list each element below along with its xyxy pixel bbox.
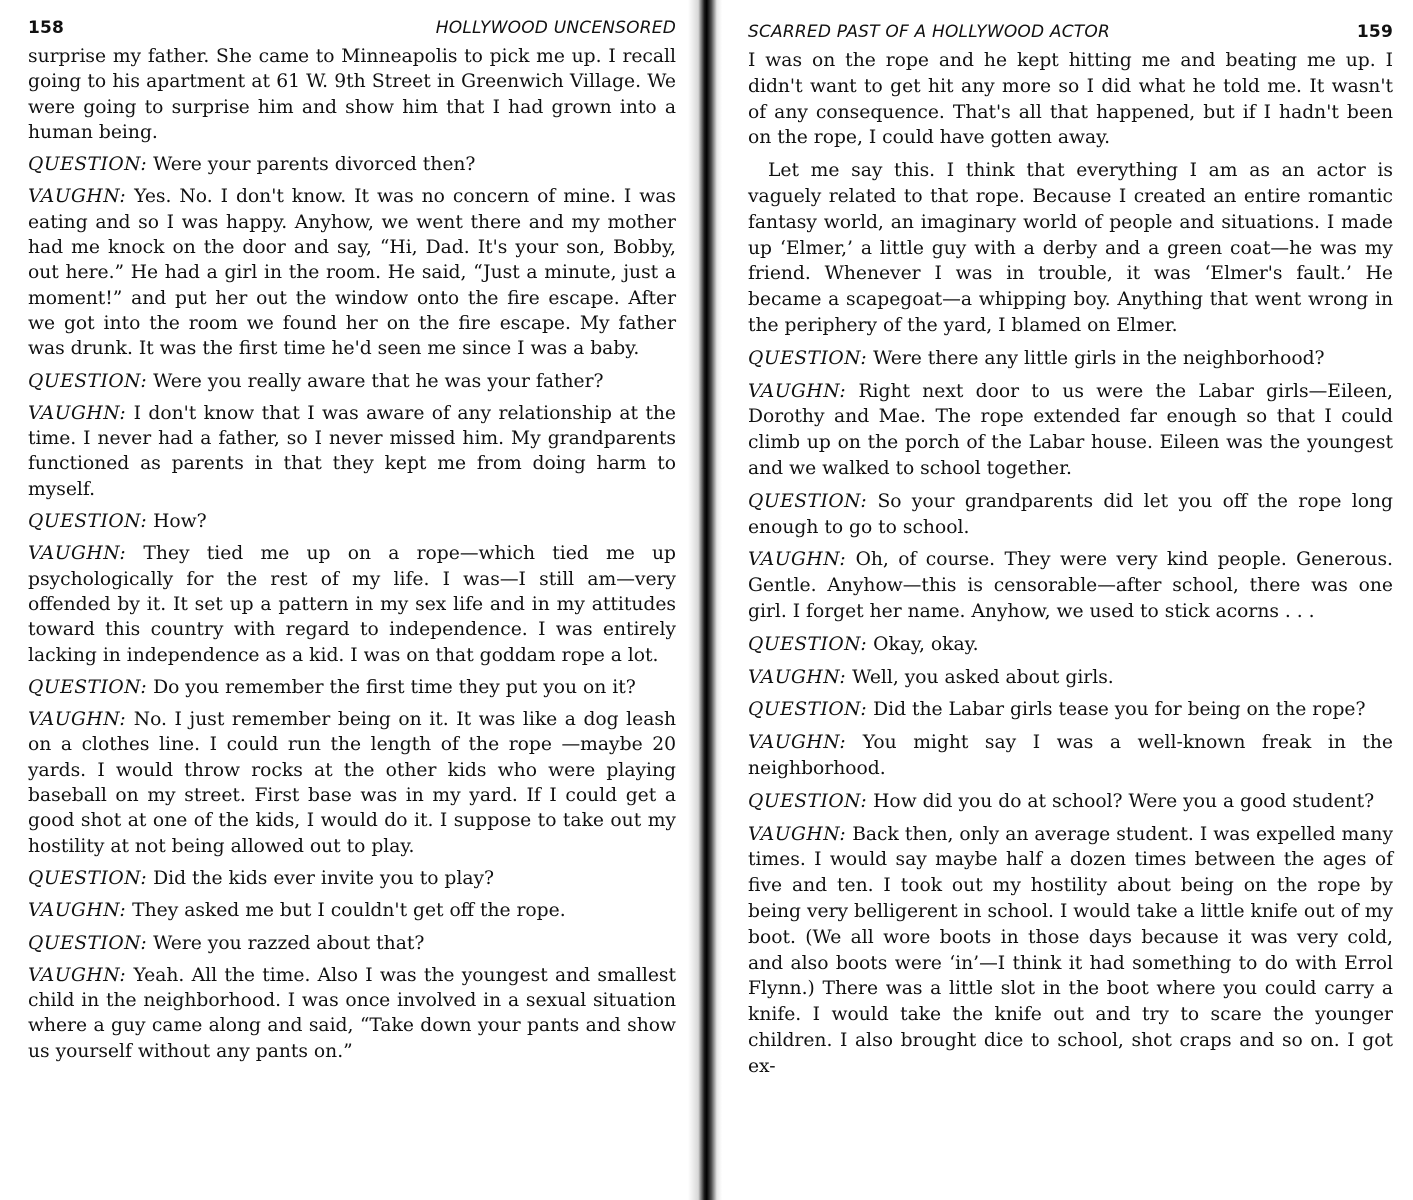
speaker-label: QUESTION: [748,347,868,369]
dialogue-paragraph [748,730,1393,782]
dialogue-paragraph [28,707,676,859]
dialogue-paragraph [748,379,1393,482]
speaker-label: QUESTION: [28,676,148,698]
speaker-label: VAUGHN: [28,900,127,922]
paragraph-text: Okay, okay. [873,633,979,655]
dialogue-paragraph [28,898,676,923]
paragraph-text: How? [153,511,207,533]
speaker-label: VAUGHN: [28,186,127,208]
speaker-label: QUESTION: [748,490,868,512]
paragraph-text: Were there any little girls in the neighborhood? [873,347,1325,369]
speaker-label: VAUGHN: [28,543,127,565]
paragraph-text: Yes. No. I don't know. It was no concern of mine. I was eating and so I was happy. Anyhow, we went there and my mother had me knock on the door and say, “Hi, Dad. It's your son, Bobby, out here.” He had a girl in the room. He said, “Just a minute, just a moment!” and put her out the window onto the fire escape. After we got into the room we found her on the fire escape. My father was drunk. It was the first time he'd seen me since I was a baby. [28,186,676,360]
dialogue-paragraph [28,509,676,534]
dialogue-paragraph [748,547,1393,624]
dialogue-paragraph [28,369,676,394]
left-page-text [28,44,676,1064]
left-page [0,0,690,1200]
paragraph-text: Well, you asked about girls. [852,666,1114,688]
speaker-label: QUESTION: [28,511,148,533]
paragraph-text: So your grandparents did let you off the rope long enough to go to school. [748,490,1393,538]
speaker-label: VAUGHN: [28,402,127,424]
speaker-label: VAUGHN: [748,549,847,571]
dialogue-paragraph [28,931,676,956]
right-running-head [748,22,1393,42]
dialogue-paragraph [748,632,1393,658]
speaker-label: QUESTION: [28,370,148,392]
paragraph-text: Right next door to us were the Labar girls—Eileen, Dorothy and Mae. The rope extended far enough so that I could climb up on the porch of the Labar house. Eileen was the youngest and we walked to school together. [748,380,1393,479]
speaker-label: QUESTION: [748,699,868,721]
paragraph-text: Oh, of course. They were very kind people. Generous. Gentle. Anyhow—this is censorable—after school, there was one girl. I forget her name. Anyhow, we used to stick acorns . . . [748,549,1393,622]
text-paragraph [748,158,1393,339]
text-paragraph [28,44,676,145]
speaker-label: QUESTION: [28,154,148,176]
dialogue-paragraph [748,346,1393,372]
dialogue-paragraph [28,675,676,700]
paragraph-text: Did the kids ever invite you to play? [153,867,495,889]
paragraph-text: I was on the rope and he kept hitting me and beating me up. I didn't want to get hit any more so I did what he told me. It wasn't of any consequence. That's all that happened, but if I hadn't been on the rope, I could have gotten away. [748,50,1393,149]
speaker-label: VAUGHN: [748,380,847,402]
dialogue-paragraph [28,866,676,891]
paragraph-text: Were you razzed about that? [153,932,425,954]
dialogue-paragraph [28,184,676,361]
paragraph-text: surprise my father. She came to Minneapolis to pick me up. I recall going to his apartment at 61 W. 9th Street in Greenwich Village. We were going to surprise him and show him that I had grown into a human being. [28,46,676,143]
paragraph-text: No. I just remember being on it. It was like a dog leash on a clothes line. I could run the length of the rope —maybe 20 yards. I would throw rocks at the other kids who were playing baseball on my street. First base was in my yard. If I could get a good shot at one of the kids, I would do it. I suppose to take out my hostility at not being allowed out to play. [28,709,676,857]
dialogue-paragraph [748,697,1393,723]
left-page-number: 158 [28,18,65,38]
speaker-label: QUESTION: [748,633,868,655]
dialogue-paragraph [748,822,1393,1080]
paragraph-text: You might say I was a well-known freak in the neighborhood. [748,732,1393,779]
book-gutter [688,0,722,1200]
text-paragraph [748,48,1393,151]
right-chapter-title: SCARRED PAST OF A HOLLYWOOD ACTOR [748,22,1110,42]
speaker-label: QUESTION: [28,867,148,889]
paragraph-text: Do you remember the first time they put you on it? [153,676,636,698]
paragraph-text: Did the Labar girls tease you for being on the rope? [873,699,1366,721]
speaker-label: QUESTION: [28,932,148,954]
dialogue-paragraph [28,963,676,1064]
speaker-label: QUESTION: [748,790,868,812]
paragraph-text: Let me say this. I think that everything I am as an actor is vaguely related to that rope. Because I created an entire romantic fantasy world, an imaginary world of people and situations. I made up ‘Elmer,’ a little guy with a derby and a green coat—he was my friend. Whenever I was in trouble, it was ‘Elmer's fault.’ He became a scapegoat—a whipping boy. Anything that went wrong in the periphery of the yard, I blamed on Elmer. [748,160,1393,336]
dialogue-paragraph [748,665,1393,691]
paragraph-text: Were you really aware that he was your father? [153,370,604,392]
right-page-number: 159 [1356,22,1393,42]
speaker-label: VAUGHN: [748,666,847,688]
speaker-label: VAUGHN: [28,964,127,986]
dialogue-paragraph [28,152,676,177]
left-running-head [28,18,676,38]
speaker-label: VAUGHN: [748,732,847,754]
speaker-label: VAUGHN: [28,709,127,731]
dialogue-paragraph [748,489,1393,541]
dialogue-paragraph [28,401,676,502]
paragraph-text: I don't know that I was aware of any relationship at the time. I never had a father, so I never missed him. My grandparents functioned as parents in that they kept me from doing harm to myself. [28,402,676,500]
right-page-text [748,48,1393,1079]
dialogue-paragraph [28,541,676,667]
paragraph-text: Back then, only an average student. I was expelled many times. I would say maybe half a dozen times between the ages of five and ten. I took out my hostility about being on the rope by being very belligerent in school. I would take a little knife out of my boot. (We all wore boots in those days because it was very cold, and also boots were ‘in’—I think it had something to do with Errol Flynn.) There was a little slot in the boot where you could carry a knife. I would take the knife out and try to scare the younger children. I also brought dice to school, shot craps and so on. I got ex- [748,823,1393,1077]
paragraph-text: Were your parents divorced then? [153,154,476,176]
paragraph-text: They tied me up on a rope—which tied me up psychologically for the rest of my life. I was—I still am—very offended by it. It set up a pattern in my sex life and in my attitudes toward this country with regard to independence. I was entirely lacking in independence as a kid. I was on that goddam rope a lot. [28,543,676,666]
dialogue-paragraph [748,789,1393,815]
left-book-title: HOLLYWOOD UNCENSORED [435,18,676,38]
speaker-label: VAUGHN: [748,823,847,845]
paragraph-text: They asked me but I couldn't get off the rope. [132,900,566,922]
paragraph-text: How did you do at school? Were you a good student? [873,790,1375,812]
right-page [722,0,1413,1200]
paragraph-text: Yeah. All the time. Also I was the youngest and smallest child in the neighborhood. I was once involved in a sexual situation where a guy came along and said, “Take down your pants and show us yourself without any pants on.” [28,964,676,1062]
